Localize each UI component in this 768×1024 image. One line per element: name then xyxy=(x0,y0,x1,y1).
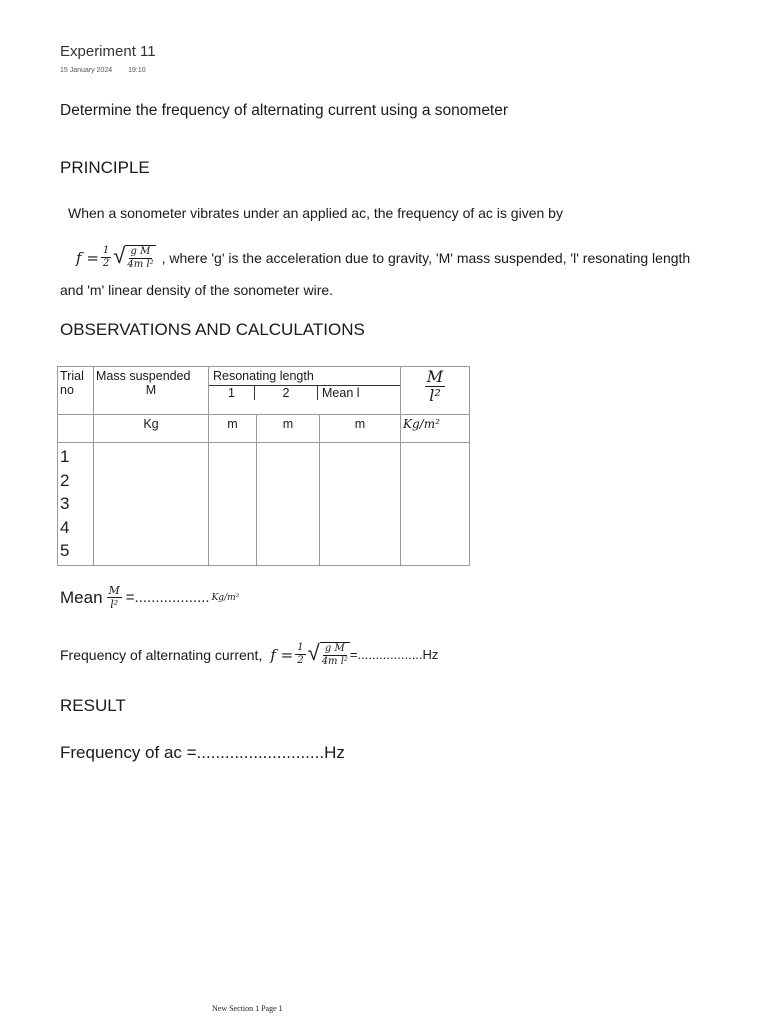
formula-description: , where 'g' is the acceleration due to gravity, 'M' mass suspended, 'l' resonating length xyxy=(161,249,691,266)
page-footer: New Section 1 Page 1 xyxy=(212,1004,283,1013)
unit-length-1: m xyxy=(209,415,257,443)
mean-value-blank: =.................. xyxy=(125,589,210,606)
frequency-lhs: f = xyxy=(270,645,294,664)
frequency-half xyxy=(295,643,305,666)
unit-length-mean: m xyxy=(320,415,401,443)
data-ratio-cell xyxy=(401,443,470,566)
col-ratio-den: l² xyxy=(429,386,441,405)
formula-root-den: 4m l² xyxy=(127,259,154,270)
data-mass-cell xyxy=(94,443,209,566)
frequency-root-frac xyxy=(320,644,350,667)
page-meta xyxy=(60,67,160,74)
col-mass-header xyxy=(94,367,209,415)
col-trial-header: Trial no xyxy=(58,367,94,415)
trial-numbers xyxy=(58,443,94,566)
frequency-value-blank: =..................Hz xyxy=(349,647,439,662)
formula-sqrt xyxy=(113,245,155,270)
frequency-root-den: 4m l² xyxy=(321,656,348,667)
data-length-1-cell xyxy=(209,443,257,566)
unit-trial-cell xyxy=(58,415,94,443)
trial-number: 4 xyxy=(60,517,70,537)
frequency-root-num: g M xyxy=(324,643,345,654)
frequency-label: Frequency of alternating current, xyxy=(60,646,263,663)
col-ratio-num: M xyxy=(426,367,444,386)
formula-half-num: 1 xyxy=(102,245,110,256)
page-date: 15 January 2024 xyxy=(60,67,113,74)
frequency-sqrt xyxy=(308,642,350,667)
result-text: Frequency of ac =...........................Hz xyxy=(60,743,345,762)
principle-formula-line xyxy=(76,245,690,270)
principle-heading: PRINCIPLE xyxy=(60,158,150,177)
col-mass-symbol: M xyxy=(145,383,157,397)
observations-heading: OBSERVATIONS AND CALCULATIONS xyxy=(60,320,365,339)
frequency-half-den: 2 xyxy=(297,655,304,666)
mean-frac-den: l² xyxy=(110,598,119,611)
unit-mass: Kg xyxy=(94,415,209,443)
col-length-2: 2 xyxy=(254,386,317,400)
mean-label: Mean xyxy=(60,587,103,607)
formula-half xyxy=(101,246,111,269)
col-length-label: Resonating length xyxy=(209,367,400,386)
frequency-line xyxy=(60,642,438,667)
frequency-half-num: 1 xyxy=(297,642,304,653)
result-heading: RESULT xyxy=(60,696,126,715)
col-length-mean: Mean l xyxy=(317,386,400,400)
sqrt-icon: √ xyxy=(307,640,320,665)
col-length-1: 1 xyxy=(228,386,235,400)
unit-length-2: m xyxy=(257,415,320,443)
unit-ratio: Kg/m² xyxy=(401,415,470,443)
formula-half-den: 2 xyxy=(102,258,110,269)
formula-description-cont: and 'm' linear density of the sonometer wire. xyxy=(60,282,334,298)
col-ratio-header xyxy=(401,367,470,415)
page-title: Experiment 11 xyxy=(60,43,156,60)
trial-number: 5 xyxy=(60,541,70,560)
data-length-2-cell xyxy=(257,443,320,566)
formula-root-num: g M xyxy=(130,246,151,257)
mean-frac-num: M xyxy=(108,584,120,597)
trial-number: 3 xyxy=(60,494,70,513)
principle-intro: When a sonometer vibrates under an applied ac, the frequency of ac is given by xyxy=(68,205,563,221)
col-length-header xyxy=(209,367,401,415)
page-time: 19:10 xyxy=(128,67,146,74)
col-mass-label: Mass suspended xyxy=(96,369,191,383)
col-ratio-frac xyxy=(425,369,445,404)
mean-unit: Kg/m² xyxy=(211,592,240,603)
data-length-mean-cell xyxy=(320,443,401,566)
experiment-subject: Determine the frequency of alternating current using a sonometer xyxy=(60,102,509,119)
formula-lhs: f = xyxy=(76,248,99,267)
sqrt-icon: √ xyxy=(113,243,126,268)
trial-number: 1 xyxy=(60,447,70,466)
mean-line xyxy=(60,585,239,610)
observation-table xyxy=(57,366,470,566)
formula-root-frac xyxy=(125,247,155,270)
mean-frac xyxy=(107,585,122,610)
trial-number: 2 xyxy=(60,470,70,490)
